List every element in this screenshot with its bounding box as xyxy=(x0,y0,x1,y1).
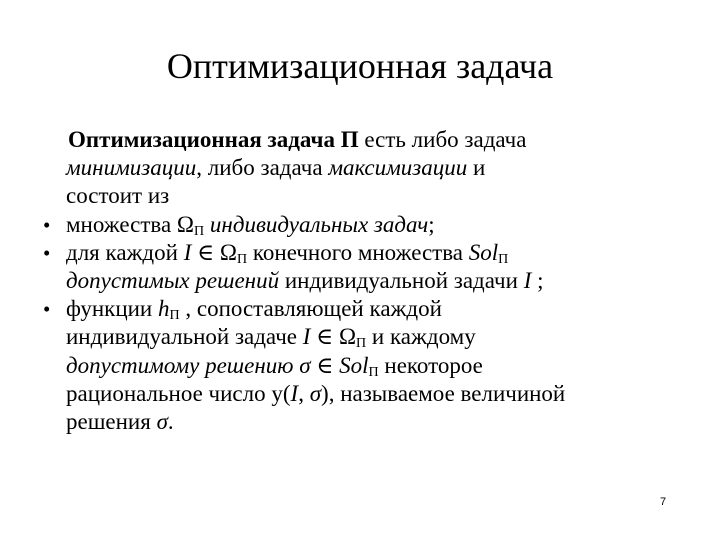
item3-text-11: решения xyxy=(66,409,157,435)
bullet-icon: • xyxy=(43,297,51,322)
item1-italic-1: индивидуальных задач xyxy=(204,211,429,237)
item3-line-2 xyxy=(66,324,476,352)
intro-text-2: , либо задача xyxy=(196,155,329,181)
item3-italic-h: h xyxy=(158,296,170,322)
item3-text-9: , xyxy=(298,380,310,406)
item3-text-10: ), называемое величиной xyxy=(321,380,566,406)
intro-paragraph xyxy=(66,126,706,211)
bold-term: Оптимизационная задача П xyxy=(68,127,359,152)
item2-italic-sol: Sol xyxy=(468,239,499,265)
item1-sub-1: П xyxy=(194,223,205,239)
intro-text-3: и xyxy=(467,155,486,181)
item1-text-2: ; xyxy=(428,211,435,237)
bullet-item-solutions xyxy=(43,239,706,295)
item2-text-1: для каждой xyxy=(66,239,184,265)
bullet-icon: • xyxy=(43,212,51,237)
intro-line-3: состоит из xyxy=(66,183,170,209)
item3-sub-2: П xyxy=(356,336,367,352)
item3-italic-sigma2: σ xyxy=(156,409,168,435)
item2-text-4: индивидуальной задачи xyxy=(279,268,524,294)
item3-italic-sigma: σ xyxy=(309,380,322,406)
item2-italic-I: I xyxy=(183,239,192,265)
item2-line-2 xyxy=(66,268,544,293)
item3-text-12: . xyxy=(167,409,174,435)
bullet-item-function xyxy=(43,295,706,436)
item3-text-7: некоторое xyxy=(378,352,483,378)
item3-text-5: и каждому xyxy=(366,324,476,350)
item3-text-3: индивидуальной задаче xyxy=(66,324,303,350)
item3-line-3 xyxy=(66,353,483,378)
item3-italic-sol: Sol xyxy=(339,352,369,378)
bullet-icon: • xyxy=(43,240,51,265)
item1-text-1: множества Ω xyxy=(66,211,195,237)
item3-italic-I: I xyxy=(302,324,311,350)
item3-line-4 xyxy=(66,381,565,406)
maximization-word: максимизации xyxy=(328,155,468,181)
bullet-list xyxy=(43,211,706,437)
slide-body xyxy=(43,126,706,436)
item3-italic-feasible: допустимому решению σ xyxy=(66,352,311,378)
item3-text-4: ∈ Ω xyxy=(310,324,357,350)
item3-text-6: ∈ xyxy=(310,352,340,378)
item2-italic-feasible: допустимых решений xyxy=(66,268,280,294)
item2-text-3: конечного множества xyxy=(247,239,469,265)
item3-line-1 xyxy=(66,296,442,324)
item2-sub-2: П xyxy=(498,251,509,267)
intro-line-2 xyxy=(66,155,485,180)
item2-italic-I2: I xyxy=(523,268,532,294)
item2-text-2: ∈ Ω xyxy=(191,239,237,265)
item2-line-1 xyxy=(66,240,508,265)
item3-text-2: , сопоставляющей каждой xyxy=(179,296,442,322)
item3-line-5 xyxy=(66,409,174,434)
intro-text-1: есть либо задача xyxy=(358,127,527,152)
bullet-item-instances xyxy=(43,211,706,239)
minimization-word: минимизации xyxy=(66,155,197,181)
slide-title: Оптимизационная задача xyxy=(166,46,554,86)
item2-text-5: ; xyxy=(531,268,544,294)
item3-text-8: рациональное число у( xyxy=(66,380,291,406)
intro-line-1 xyxy=(66,127,526,152)
item3-sub-3: П xyxy=(368,364,379,380)
item3-italic-I2: I xyxy=(290,380,299,406)
item3-text-1: функции xyxy=(66,296,158,322)
page-number: 7 xyxy=(660,496,667,508)
item2-sub-1: П xyxy=(237,251,248,267)
item3-sub-1: П xyxy=(169,308,180,324)
